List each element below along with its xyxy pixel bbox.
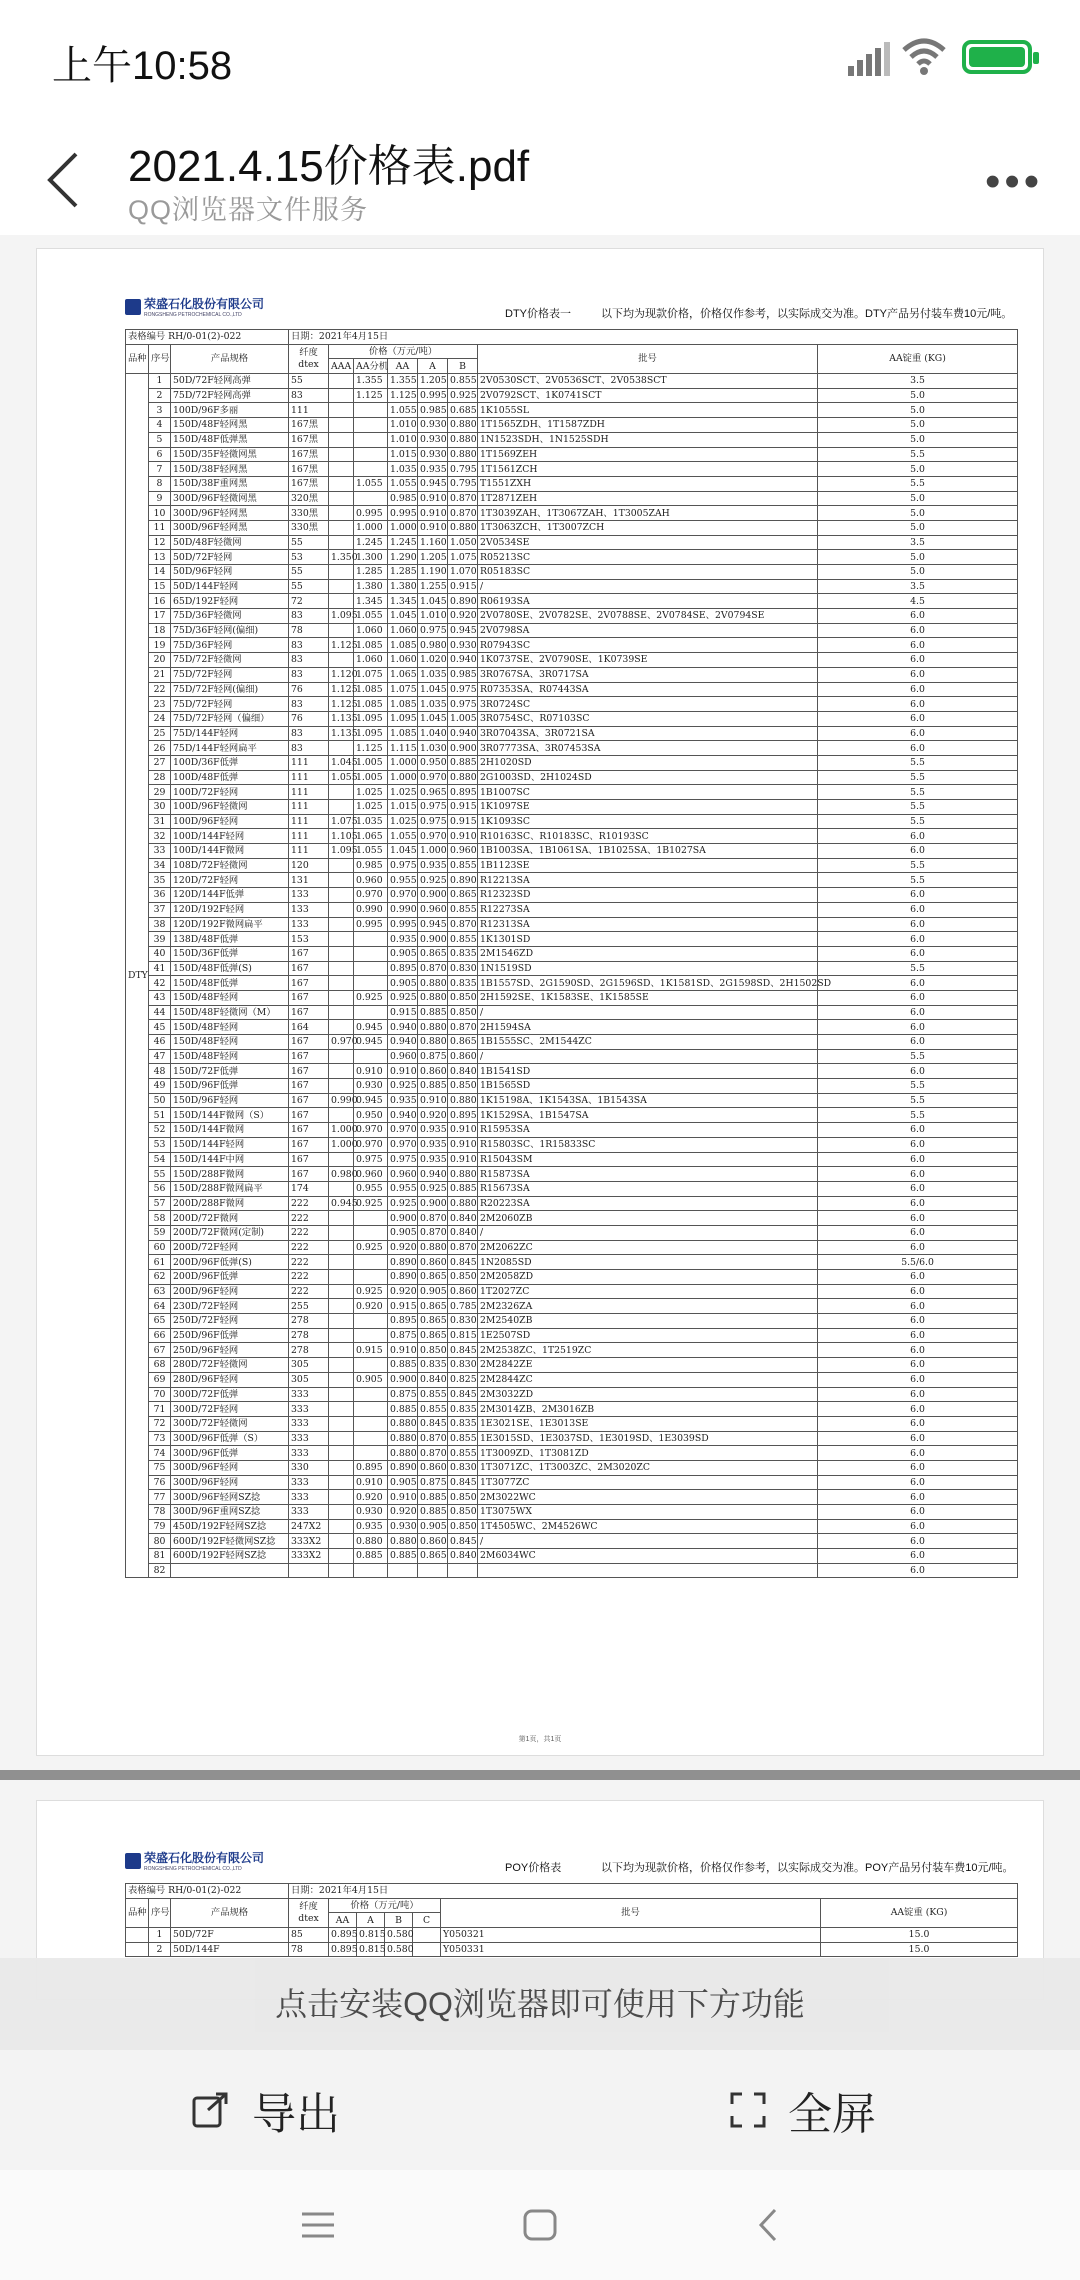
table-row: 53 150D/144F轻网 167 1.000 0.970 0.970 0.935 0.910 R15803SC、1R15833SC 6.0 bbox=[126, 1137, 1018, 1152]
table-row: 65 250D/72F轻网 278 0.895 0.865 0.830 2M2540ZB 6.0 bbox=[126, 1314, 1018, 1329]
file-subtitle: QQ浏览器文件服务 bbox=[128, 195, 369, 225]
table-row: 51 150D/144F微网（S） 167 0.950 0.940 0.920 0.895 1K1529SA、1B1547SA 5.5 bbox=[126, 1108, 1018, 1123]
export-button[interactable] bbox=[190, 2050, 340, 2170]
table-row: 56 150D/288F微网扁平 174 0.955 0.955 0.925 0.885 R15673SA 6.0 bbox=[126, 1181, 1018, 1196]
table-row: DTY 1 50D/72F轻网高弹 55 1.355 1.355 1.205 0.855 2V0530SCT、2V0536SCT、2V0538SCT 3.5 bbox=[126, 374, 1018, 389]
table-row: 13 50D/72F轻网 53 1.350 1.300 1.290 1.205 1.075 R05213SC 5.0 bbox=[126, 550, 1018, 565]
table-row: 59 200D/72F微网(定制) 222 0.905 0.870 0.840 / 6.0 bbox=[126, 1225, 1018, 1240]
table-row: 52 150D/144F微网 167 1.000 0.970 0.970 0.935 0.910 R15953SA 6.0 bbox=[126, 1123, 1018, 1138]
table-row: 46 150D/48F轻网 167 0.970 0.945 0.940 0.880 0.865 1B1555SC、2M1544ZC 6.0 bbox=[126, 1035, 1018, 1050]
table-row: 31 100D/96F轻网 111 1.075 1.035 1.025 0.975 0.915 1K1093SC 5.5 bbox=[126, 814, 1018, 829]
table-row: 8 150D/38F重网黑 167黑 1.055 1.055 0.945 0.795 T1551ZXH 5.5 bbox=[126, 476, 1018, 491]
table-row: 28 100D/48F低弹 111 1.055 1.005 1.000 0.970 0.880 2G1003SD、2H1024SD 5.5 bbox=[126, 770, 1018, 785]
table-row: 6 150D/35F轻微网黑 167黑 1.015 0.930 0.880 1T1569ZEH 5.5 bbox=[126, 447, 1018, 462]
table-row: 54 150D/144F中网 167 0.975 0.975 0.935 0.910 R15043SM 6.0 bbox=[126, 1152, 1018, 1167]
app-header bbox=[0, 110, 1080, 235]
table-row: 44 150D/48F轻微网（M） 167 0.915 0.885 0.850 / 6.0 bbox=[126, 1005, 1018, 1020]
table-row: 12 50D/48F轻微网 55 1.245 1.245 1.160 1.050 2V0534SE 3.5 bbox=[126, 535, 1018, 550]
back-arrow-icon[interactable] bbox=[44, 150, 84, 210]
table-row: 25 75D/144F轻网 83 1.135 1.095 1.085 1.040 0.940 3R07043SA、3R0721SA 6.0 bbox=[126, 726, 1018, 741]
table-row: 55 150D/288F微网 167 0.980 0.960 0.960 0.940 0.880 R15873SA 6.0 bbox=[126, 1167, 1018, 1182]
table-row: 63 200D/96F轻网 222 0.925 0.920 0.905 0.860 1T2027ZC 6.0 bbox=[126, 1284, 1018, 1299]
table-row: 27 100D/36F低弹 111 1.045 1.005 1.000 0.950 0.885 2H1020SD 5.5 bbox=[126, 755, 1018, 770]
table-row: 19 75D/36F轻网 83 1.125 1.085 1.085 0.980 0.930 R07943SC 6.0 bbox=[126, 638, 1018, 653]
table-row: 39 138D/48F低弹 153 0.935 0.900 0.855 1K1301SD 6.0 bbox=[126, 932, 1018, 947]
install-banner[interactable]: 点击安装QQ浏览器即可使用下方功能 bbox=[0, 1958, 1080, 2050]
back-nav-icon[interactable] bbox=[758, 2208, 778, 2242]
doc2-title: POY价格表 bbox=[505, 1862, 562, 1874]
table-row: 75 300D/96F轻网 330 0.895 0.890 0.860 0.830 1T3071ZC、1T3003ZC、2M3020ZC 6.0 bbox=[126, 1460, 1018, 1475]
table-row: 16 65D/192F轻网 72 1.345 1.345 1.045 0.890 R06193SA 4.5 bbox=[126, 594, 1018, 609]
fullscreen-icon bbox=[730, 2092, 766, 2128]
table-row: 45 150D/48F轻网 164 0.945 0.940 0.880 0.870 2H1594SA 6.0 bbox=[126, 1020, 1018, 1035]
table-row: 22 75D/72F轻网(偏细) 76 1.125 1.085 1.075 1.045 0.975 R07353SA、R07443SA 6.0 bbox=[126, 682, 1018, 697]
table-row: 33 100D/144F微网 111 1.095 1.055 1.045 1.000 0.960 1B1003SA、1B1061SA、1B1025SA、1B1027SA 6.0 bbox=[126, 844, 1018, 859]
table-row: 1 50D/72F 85 0.895 0.815 0.580 Y050321 15.0 bbox=[126, 1928, 1018, 1943]
file-title: 2021.4.15价格表.pdf bbox=[128, 142, 530, 191]
table-row: 74 300D/96F低弹 333 0.880 0.870 0.855 1T3009ZD、1T3081ZD 6.0 bbox=[126, 1446, 1018, 1461]
table-row: 71 300D/72F轻网 333 0.885 0.855 0.835 2M3014ZB、2M3016ZB 6.0 bbox=[126, 1402, 1018, 1417]
table-row: 77 300D/96F轻网SZ捻 333 0.920 0.910 0.885 0.850 2M3022WC 6.0 bbox=[126, 1490, 1018, 1505]
table-row: 32 100D/144F轻网 111 1.105 1.065 1.055 0.970 0.910 R10163SC、R10183SC、R10193SC 6.0 bbox=[126, 829, 1018, 844]
page-number: 第1页，共1页 bbox=[518, 1736, 562, 1743]
signal-icon bbox=[848, 42, 888, 76]
table-row: 2 75D/72F轻网高弹 83 1.125 1.125 0.995 0.925 2V0792SCT、1K0741SCT 5.0 bbox=[126, 388, 1018, 403]
table-row: 5 150D/48F低弹黑 167黑 1.010 0.930 0.880 1N1523SDH、1N1525SDH 5.0 bbox=[126, 432, 1018, 447]
system-nav-bar bbox=[0, 2170, 1080, 2280]
table-row: 69 280D/96F轻网 305 0.905 0.900 0.840 0.825 2M2844ZC 6.0 bbox=[126, 1372, 1018, 1387]
table-row: 36 120D/144F低弹 133 0.970 0.970 0.900 0.865 R12323SD 6.0 bbox=[126, 888, 1018, 903]
table-row: 9 300D/96F轻微网黑 320黑 0.985 0.910 0.870 1T2871ZEH 5.0 bbox=[126, 491, 1018, 506]
table-row: 21 75D/72F轻网 83 1.120 1.075 1.065 1.035 0.985 3R0767SA、3R0717SA 6.0 bbox=[126, 667, 1018, 682]
table-row: 17 75D/36F轻微网 83 1.095 1.055 1.045 1.010 0.920 2V0780SE、2V0782SE、2V0788SE、2V0784SE、2V0794SE 6.0 bbox=[126, 609, 1018, 624]
table-row: 80 600D/192F轻微网SZ捻 333X2 0.880 0.880 0.860 0.845 / 6.0 bbox=[126, 1534, 1018, 1549]
table-row: 68 280D/72F轻微网 305 0.885 0.835 0.830 2M2842ZE 6.0 bbox=[126, 1358, 1018, 1373]
table-row: 78 300D/96F重网SZ捻 333 0.930 0.920 0.885 0.850 1T3075WX 6.0 bbox=[126, 1505, 1018, 1520]
battery-icon bbox=[962, 40, 1032, 74]
table-row: 62 200D/96F低弹 222 0.890 0.865 0.850 2M2058ZD 6.0 bbox=[126, 1270, 1018, 1285]
table-row: 29 100D/72F轻网 111 1.025 1.025 0.965 0.895 1B1007SC 5.5 bbox=[126, 785, 1018, 800]
table-row: 35 120D/72F轻网 131 0.960 0.955 0.925 0.890 R12213SA 5.5 bbox=[126, 873, 1018, 888]
table-row: 11 300D/96F轻网黑 330黑 1.000 1.000 0.910 0.880 1T3063ZCH、1T3007ZCH 5.0 bbox=[126, 520, 1018, 535]
table-row: 37 120D/192F轻网 133 0.990 0.990 0.960 0.855 R12273SA 6.0 bbox=[126, 902, 1018, 917]
more-menu-icon[interactable]: ••• bbox=[985, 157, 1044, 206]
table-row: 47 150D/48F轻网 167 0.960 0.875 0.860 / 5.5 bbox=[126, 1049, 1018, 1064]
dty-price-table: 表格编号 RH/0-01(2)-022 日期：2021年4月15日 品种 序号 产品规格 纤度 dtex 价格（万元/吨） 批号 AA锭重 (KG) AAA AA分机 AA A B DTY 1 50D/72F轻网高弹 55 1.355 1.355 1.205 0.855 2V0530SCT、2V0536SCT、2V0538SCT 3.5 2 75D/72F轻网高弹 83 1.125 1.125 0.995 0.925 2V0792SCT、1K0741SCT 5.0 3 100D/96F多丽 111 1.055 0.985 0.685 1K1055SL 5.0 4 150D/48F轻网黑 167黑 1.010 0.930 0.880 1T1565ZDH、1T1587ZDH 5.0 5 150D/48F低弹黑 167黑 1.010 0.930 0.880 1N1523SDH、1N1525SDH 5.0 6 150D/35F轻微网黑 167黑 1.015 0.930 0.880 1T1569ZEH 5.5 7 150D/38F轻网黑 167黑 1.035 0.935 0.795 1T1561ZCH 5.0 8 150D/38F重网黑 167黑 1.055 1.055 0.945 0.795 T1551ZXH 5.5 9 300D/96F轻微网黑 320黑 0.985 0.910 0.870 1T2871ZEH 5.0 10 300D/96F轻网黑 330黑 0.995 0.995 0.910 0.870 1T3039ZAH、1T3067ZAH、1T3005ZAH 5.0 11 300D/96F轻网黑 330黑 1.000 1.000 0.910 0.880 1T3063ZCH、1T3007ZCH 5.0 12 50D/48F轻微网 55 1.245 1.245 1.160 1.050 2V0534SE 3.5 13 50D/72F轻网 53 1.350 1.300 1.290 1.205 1.075 R05213SC 5.0 14 50D/96F轻网 55 1.285 1.285 1.190 1.070 R05183SC 5.0 15 50D/144F轻网 55 1.380 1.380 1.255 0.915 / 3.5 16 65D/192F轻网 72 1.345 1.345 1.045 0.890 R06193SA 4.5 17 75D/36F轻微网 83 1.095 1.055 1.045 1.010 0.920 2V0780SE、2V0782SE、2V0788SE、2V0784SE、2V0794SE 6.0 18 75D/36F轻网(偏细) 78 1.060 1.060 0.975 0.945 2V0798SA 6.0 19 75D/36F轻网 83 1.125 1.085 1.085 0.980 0.930 R07943SC 6.0 20 75D/72F轻微网 83 1.060 1.060 1.020 0.940 1K0737SE、2V0790SE、1K0739SE 6.0 21 75D/72F轻网 83 1.120 1.075 1.065 1.035 0.985 3R0767SA、3R0717SA 6.0 22 75D/72F轻网(偏细) 76 1.125 1.085 1.075 1.045 0.975 R07353SA、R07443SA 6.0 23 75D/72F轻网 83 1.125 1.085 1.085 1.035 0.975 3R0724SC 6.0 24 75D/72F轻网（偏细） 76 1.135 1.095 1.095 1.045 1.005 3R0754SC、R07103SC 6.0 25 75D/144F轻网 83 1.135 1.095 1.085 1.040 0.940 3R07043SA、3R0721SA 6.0 26 75D/144F轻网扁平 83 1.125 1.115 1.030 0.900 3R07773SA、3R07453SA 6.0 27 100D/36F低弹 111 1.045 1.005 1.000 0.950 0.885 2H1020SD 5.5 28 100D/48F低弹 111 1.055 1.005 1.000 0.970 0.880 2G1003SD、2H1024SD 5.5 29 100D/72F轻网 111 1.025 1.025 0.965 0.895 1B1007SC 5.5 30 100D/96F轻微网 111 1.025 1.015 0.975 0.915 1K1097SE 5.5 31 100D/96F轻网 111 1.075 1.035 1.025 0.975 0.915 1K1093SC 5.5 32 100D/144F轻网 111 1.105 1.065 1.055 0.970 0.910 R10163SC、R10183SC、R10193SC 6.0 33 100D/144F微网 111 1.095 1.055 1.045 1.000 0.960 1B1003SA、1B1061SA、1B1025SA、1B1027SA 6.0 34 108D/72F轻微网 120 0.985 0.975 0.935 0.855 1B1123SE 5.5 35 120D/72F轻网 131 0.960 0.955 0.925 0.890 R12213SA 5.5 36 120D/144F低弹 133 0.970 0.970 0.900 0.865 R12323SD 6.0 37 120D/192F轻网 133 0.990 0.990 0.960 0.855 R12273SA 6.0 38 120D/192F微网扁平 133 0.995 0.995 0.945 0.870 R12313SA 6.0 39 138D/48F低弹 153 0.935 0.900 0.855 1K1301SD 6.0 40 150D/36F低弹 167 0.905 0.865 0.835 2M1546ZD 6.0 41 150D/48F低弹(S) 167 0.895 0.870 0.830 1N1519SD 5.5 42 150D/48F低弹 167 0.905 0.880 0.835 1B1557SD、2G1590SD、2G1596SD、1K1581SD、2G1598SD、2H1502SD 6.0 43 150D/48F轻网 167 0.925 0.925 0.880 0.850 2H1592SE、1K1583SE、1K1585SE 6.0 44 150D/48F轻微网（M） 167 0.915 0.885 0.850 / 6.0 45 150D/48F轻网 164 0.945 0.940 0.880 0.870 2H1594SA 6.0 46 150D/48F轻网 167 0.970 0.945 0.940 0.880 0.865 1B1555SC、2M1544ZC 6.0 47 150D/48F轻网 167 0.960 0.875 0.860 / 5.5 48 150D/72F低弹 167 0.910 0.910 0.860 0.840 1B1541SD 6.0 49 150D/96F低弹 167 0.930 0.925 0.885 0.850 1B1565SD 5.5 50 150D/96F轻网 167 0.990 0.945 0.935 0.910 0.880 1K15198A、1K1543SA、1B1543SA 5.5 51 150D/144F微网（S） 167 0.950 0.940 0.920 0.895 1K1529SA、1B1547SA 5.5 52 150D/144F微网 167 1.000 0.970 0.970 0.935 0.910 R15953SA 6.0 53 150D/144F轻网 167 1.000 0.970 0.970 0.935 0.910 R15803SC、1R15833SC 6.0 54 150D/144F中网 167 0.975 0.975 0.935 0.910 R15043SM 6.0 55 150D/288F微网 167 0.980 0.960 0.960 0.940 0.880 R15873SA 6.0 56 150D/288F微网扁平 174 0.955 0.955 0.925 0.885 R15673SA 6.0 57 200D/288F微网 222 0.945 0.925 0.925 0.900 0.880 R20223SA 6.0 58 200D/72F微网 222 0.900 0.870 0.840 2M2060ZB 6.0 59 200D/72F微网(定制) 222 0.905 0.870 0.840 / 6.0 60 200D/72F轻网 222 0.925 0.920 0.880 0.870 2M2062ZC 6.0 61 200D/96F低弹(S) 222 0.890 0.860 0.845 1N2085SD 5.5/6.0 62 200D/96F低弹 222 0.890 0.865 0.850 2M2058ZD 6.0 63 200D/96F轻网 222 0.925 0.920 0.905 0.860 1T2027ZC 6.0 64 230D/72F轻网 255 0.920 0.915 0.865 0.785 2M2326ZA 6.0 65 250D/72F轻网 278 0.895 0.865 0.830 2M2540ZB 6.0 66 250D/96F低弹 278 0.875 0.865 0.815 1E2507SD 6.0 67 250D/96F轻网 278 0.915 0.910 0.850 0.845 2M2538ZC、1T2519ZC 6.0 68 280D/72F轻微网 305 0.885 0.835 0.830 2M2842ZE 6.0 69 280D/96F轻网 305 0.905 0.900 0.840 0.825 2M2844ZC 6.0 70 300D/72F低弹 333 0.875 0.855 0.845 2M3032ZD 6.0 71 300D/72F轻网 333 0.885 0.855 0.835 2M3014ZB、2M3016ZB 6.0 72 300D/72F轻微网 333 0.880 0.845 0.835 1E3021SE、1E3013SE 6.0 73 300D/96F低弹（S） 333 0.880 0.870 0.855 1E3015SD、1E3037SD、1E3019SD、1E3039SD 6.0 74 300D/96F低弹 333 0.880 0.870 0.855 1T3009ZD、1T3081ZD 6.0 75 300D/96F轻网 330 0.895 0.890 0.860 0.830 1T3071ZC、1T3003ZC、2M3020ZC 6.0 76 300D/96F轻网 333 0.910 0.905 0.875 0.845 1T3077ZC 6.0 77 300D/96F轻网SZ捻 333 0.920 0.910 0.885 0.850 2M3022WC 6.0 78 300D/96F重网SZ捻 333 0.930 0.920 0.885 0.850 1T3075WX 6.0 79 450D/192F轻网SZ捻 247X2 0.935 0.930 0.905 0.850 1T4505WC、2M4526WC 6.0 80 600D/192F轻微网SZ捻 333X2 0.880 0.880 0.860 0.845 / 6.0 81 600D/192F轻网SZ捻 333X2 0.885 0.885 0.865 0.840 2M6034WC 6.0 82 6.0 bbox=[125, 329, 1018, 1578]
product-kind: DTY bbox=[126, 374, 149, 1578]
doc-header bbox=[125, 295, 1043, 329]
table-row: 26 75D/144F轻网扁平 83 1.125 1.115 1.030 0.900 3R07773SA、3R07453SA 6.0 bbox=[126, 741, 1018, 756]
fullscreen-label: 全屏 bbox=[788, 2090, 876, 2139]
table-row: 73 300D/96F低弹（S） 333 0.880 0.870 0.855 1E3015SD、1E3037SD、1E3019SD、1E3039SD 6.0 bbox=[126, 1431, 1018, 1446]
table-row: 34 108D/72F轻微网 120 0.985 0.975 0.935 0.855 1B1123SE 5.5 bbox=[126, 858, 1018, 873]
table-row: 76 300D/96F轻网 333 0.910 0.905 0.875 0.845 1T3077ZC 6.0 bbox=[126, 1475, 1018, 1490]
table-row: 4 150D/48F轻网黑 167黑 1.010 0.930 0.880 1T1565ZDH、1T1587ZDH 5.0 bbox=[126, 418, 1018, 433]
table-row: 72 300D/72F轻微网 333 0.880 0.845 0.835 1E3021SE、1E3013SE 6.0 bbox=[126, 1416, 1018, 1431]
table-row: 79 450D/192F轻网SZ捻 247X2 0.935 0.930 0.905 0.850 1T4505WC、2M4526WC 6.0 bbox=[126, 1519, 1018, 1534]
export-label: 导出 bbox=[252, 2090, 340, 2139]
table-row: 2 50D/144F 78 0.895 0.815 0.580 Y050331 15.0 bbox=[126, 1942, 1018, 1957]
table-row: 20 75D/72F轻微网 83 1.060 1.060 1.020 0.940 1K0737SE、2V0790SE、1K0739SE 6.0 bbox=[126, 653, 1018, 668]
company-mark-icon bbox=[125, 1853, 141, 1869]
doc2-note: 以下均为现款价格，价格仅作参考，以实际成交为准。POY产品另付装车费10元/吨。 bbox=[601, 1862, 1014, 1874]
table-row: 70 300D/72F低弹 333 0.875 0.855 0.845 2M3032ZD 6.0 bbox=[126, 1387, 1018, 1402]
table-row: 40 150D/36F低弹 167 0.905 0.865 0.835 2M1546ZD 6.0 bbox=[126, 946, 1018, 961]
table-row: 10 300D/96F轻网黑 330黑 0.995 0.995 0.910 0.870 1T3039ZAH、1T3067ZAH、1T3005ZAH 5.0 bbox=[126, 506, 1018, 521]
action-bar bbox=[0, 2050, 1080, 2170]
table-row: 7 150D/38F轻网黑 167黑 1.035 0.935 0.795 1T1561ZCH 5.0 bbox=[126, 462, 1018, 477]
company-logo-2: 荣盛石化股份有限公司 RONGSHENG PETROCHEMICAL CO.,LTD bbox=[125, 1849, 264, 1872]
table-row: 49 150D/96F低弹 167 0.930 0.925 0.885 0.850 1B1565SD 5.5 bbox=[126, 1079, 1018, 1094]
company-mark-icon bbox=[125, 299, 141, 315]
table-row: 66 250D/96F低弹 278 0.875 0.865 0.815 1E2507SD 6.0 bbox=[126, 1328, 1018, 1343]
doc-note: 以下均为现款价格，价格仅作参考，以实际成交为准。DTY产品另付装车费10元/吨。 bbox=[601, 308, 1013, 320]
table-row: 24 75D/72F轻网（偏细） 76 1.135 1.095 1.095 1.045 1.005 3R0754SC、R07103SC 6.0 bbox=[126, 711, 1018, 726]
table-row: 15 50D/144F轻网 55 1.380 1.380 1.255 0.915 / 3.5 bbox=[126, 579, 1018, 594]
table-row: 42 150D/48F低弹 167 0.905 0.880 0.835 1B1557SD、2G1590SD、2G1596SD、1K1581SD、2G1598SD、2H1502SD 6.0 bbox=[126, 976, 1018, 991]
table-row: 38 120D/192F微网扁平 133 0.995 0.995 0.945 0.870 R12313SA 6.0 bbox=[126, 917, 1018, 932]
table-row: 81 600D/192F轻网SZ捻 333X2 0.885 0.885 0.865 0.840 2M6034WC 6.0 bbox=[126, 1549, 1018, 1564]
status-time: 上午10:58 bbox=[52, 44, 233, 88]
table-row: 60 200D/72F轻网 222 0.925 0.920 0.880 0.870 2M2062ZC 6.0 bbox=[126, 1240, 1018, 1255]
export-icon bbox=[190, 2090, 230, 2130]
poy-price-table: 表格编号 RH/0-01(2)-022 日期：2021年4月15日 品种 序号 产品规格 纤度 dtex 价格（万元/吨） 批号 AA锭重 (KG) AA A B C 1 50D/72F 85 0.895 0.815 0.580 Y050321 15.0 2 50D/144F 78 0.895 0.815 0.580 Y050331 15.0 bbox=[125, 1883, 1018, 1957]
table-row: 14 50D/96F轻网 55 1.285 1.285 1.190 1.070 R05183SC 5.0 bbox=[126, 565, 1018, 580]
table-row: 58 200D/72F微网 222 0.900 0.870 0.840 2M2060ZB 6.0 bbox=[126, 1211, 1018, 1226]
doc2-header bbox=[125, 1849, 1043, 1883]
table-row: 67 250D/96F轻网 278 0.915 0.910 0.850 0.845 2M2538ZC、1T2519ZC 6.0 bbox=[126, 1343, 1018, 1358]
table-row: 3 100D/96F多丽 111 1.055 0.985 0.685 1K1055SL 5.0 bbox=[126, 403, 1018, 418]
table-row: 64 230D/72F轻网 255 0.920 0.915 0.865 0.785 2M2326ZA 6.0 bbox=[126, 1299, 1018, 1314]
fullscreen-button[interactable] bbox=[730, 2050, 876, 2170]
table-row: 18 75D/36F轻网(偏细) 78 1.060 1.060 0.975 0.945 2V0798SA 6.0 bbox=[126, 623, 1018, 638]
table-row: 23 75D/72F轻网 83 1.125 1.085 1.085 1.035 0.975 3R0724SC 6.0 bbox=[126, 697, 1018, 712]
table-row: 30 100D/96F轻微网 111 1.025 1.015 0.975 0.915 1K1097SE 5.5 bbox=[126, 800, 1018, 815]
page-separator bbox=[0, 1770, 1080, 1780]
company-logo: 荣盛石化股份有限公司 RONGSHENG PETROCHEMICAL CO.,LTD bbox=[125, 295, 264, 318]
table-row: 48 150D/72F低弹 167 0.910 0.910 0.860 0.840 1B1541SD 6.0 bbox=[126, 1064, 1018, 1079]
wifi-icon bbox=[900, 36, 948, 76]
home-nav-icon[interactable] bbox=[522, 2208, 558, 2242]
table-row: 57 200D/288F微网 222 0.945 0.925 0.925 0.900 0.880 R20223SA 6.0 bbox=[126, 1196, 1018, 1211]
menu-nav-icon[interactable] bbox=[300, 2212, 336, 2238]
table-row: 43 150D/48F轻网 167 0.925 0.925 0.880 0.850 2H1592SE、1K1583SE、1K1585SE 6.0 bbox=[126, 990, 1018, 1005]
pdf-page-1[interactable] bbox=[36, 248, 1044, 1756]
table-row: 41 150D/48F低弹(S) 167 0.895 0.870 0.830 1N1519SD 5.5 bbox=[126, 961, 1018, 976]
table-row: 82 6.0 bbox=[126, 1563, 1018, 1578]
doc-title: DTY价格表一 bbox=[505, 308, 571, 320]
status-bar bbox=[0, 0, 1080, 110]
table-row: 61 200D/96F低弹(S) 222 0.890 0.860 0.845 1N2085SD 5.5/6.0 bbox=[126, 1255, 1018, 1270]
table-row: 50 150D/96F轻网 167 0.990 0.945 0.935 0.910 0.880 1K15198A、1K1543SA、1B1543SA 5.5 bbox=[126, 1093, 1018, 1108]
